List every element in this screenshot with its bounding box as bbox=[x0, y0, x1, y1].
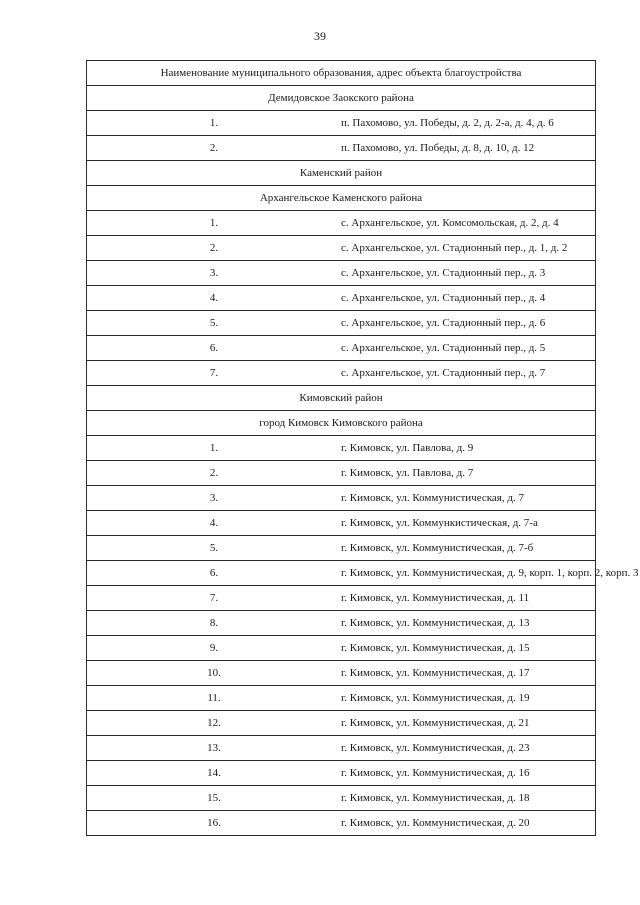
row-number: 2. bbox=[87, 236, 342, 261]
row-number: 4. bbox=[87, 511, 342, 536]
row-number: 2. bbox=[87, 461, 342, 486]
section-row bbox=[87, 161, 596, 186]
row-address: с. Архангельское, ул. Стадионный пер., д. 7 bbox=[341, 361, 596, 386]
row-address: с. Архангельское, ул. Стадионный пер., д. 3 bbox=[341, 261, 596, 286]
row-address: г. Кимовск, ул. Коммунистическая, д. 15 bbox=[341, 636, 596, 661]
row-address: г. Кимовск, ул. Коммунистическая, д. 17 bbox=[341, 661, 596, 686]
row-number: 3. bbox=[87, 261, 342, 286]
table-row bbox=[87, 661, 596, 686]
row-address: г. Кимовск, ул. Коммунистическая, д. 9, корп. 1, корп. 2, корп. 3 bbox=[341, 561, 596, 586]
row-address: с. Архангельское, ул. Комсомольская, д. 2, д. 4 bbox=[341, 211, 596, 236]
section-title: Архангельское Каменского района bbox=[87, 186, 596, 211]
table-header-row bbox=[87, 61, 596, 86]
row-number: 16. bbox=[87, 811, 342, 836]
section-row bbox=[87, 386, 596, 411]
section-title: Демидовское Заокского района bbox=[87, 86, 596, 111]
table-row bbox=[87, 436, 596, 461]
row-number: 7. bbox=[87, 361, 342, 386]
row-number: 6. bbox=[87, 561, 342, 586]
row-number: 9. bbox=[87, 636, 342, 661]
row-number: 12. bbox=[87, 711, 342, 736]
table-row bbox=[87, 761, 596, 786]
row-address: г. Кимовск, ул. Коммунистическая, д. 23 bbox=[341, 736, 596, 761]
row-address: с. Архангельское, ул. Стадионный пер., д. 1, д. 2 bbox=[341, 236, 596, 261]
table-row bbox=[87, 686, 596, 711]
row-address: г. Кимовск, ул. Коммункистическая, д. 7-а bbox=[341, 511, 596, 536]
row-number: 5. bbox=[87, 536, 342, 561]
row-number: 7. bbox=[87, 586, 342, 611]
row-number: 8. bbox=[87, 611, 342, 636]
table-row bbox=[87, 211, 596, 236]
table-row bbox=[87, 511, 596, 536]
row-number: 10. bbox=[87, 661, 342, 686]
row-address: п. Пахомово, ул. Победы, д. 8, д. 10, д. 12 bbox=[341, 136, 596, 161]
row-number: 6. bbox=[87, 336, 342, 361]
row-address: г. Кимовск, ул. Коммунистическая, д. 21 bbox=[341, 711, 596, 736]
row-address: г. Кимовск, ул. Коммунистическая, д. 13 bbox=[341, 611, 596, 636]
row-number: 5. bbox=[87, 311, 342, 336]
table-row bbox=[87, 536, 596, 561]
table-row bbox=[87, 636, 596, 661]
section-row bbox=[87, 86, 596, 111]
address-table bbox=[86, 60, 639, 836]
row-number: 11. bbox=[87, 686, 342, 711]
section-row bbox=[87, 411, 596, 436]
table-row bbox=[87, 236, 596, 261]
section-title: город Кимовск Кимовского района bbox=[87, 411, 596, 436]
row-number: 14. bbox=[87, 761, 342, 786]
row-number: 1. bbox=[87, 436, 342, 461]
table-row bbox=[87, 261, 596, 286]
table-row bbox=[87, 336, 596, 361]
table-row bbox=[87, 311, 596, 336]
table-row bbox=[87, 586, 596, 611]
table-row bbox=[87, 286, 596, 311]
section-row bbox=[87, 186, 596, 211]
row-number: 2. bbox=[87, 136, 342, 161]
page-number: 39 bbox=[314, 29, 326, 43]
row-number: 1. bbox=[87, 211, 342, 236]
row-address: г. Кимовск, ул. Коммунистическая, д. 20 bbox=[341, 811, 596, 836]
row-address: г. Кимовск, ул. Коммунистическая, д. 18 bbox=[341, 786, 596, 811]
row-address: г. Кимовск, ул. Коммунистическая, д. 11 bbox=[341, 586, 596, 611]
table-row bbox=[87, 361, 596, 386]
row-number: 15. bbox=[87, 786, 342, 811]
row-address: с. Архангельское, ул. Стадионный пер., д. 4 bbox=[341, 286, 596, 311]
table-row bbox=[87, 611, 596, 636]
section-title: Кимовский район bbox=[87, 386, 596, 411]
table-row bbox=[87, 461, 596, 486]
table-row bbox=[87, 711, 596, 736]
table-row bbox=[87, 811, 596, 836]
row-number: 3. bbox=[87, 486, 342, 511]
table-row bbox=[87, 136, 596, 161]
table-header: Наименование муниципального образования, адрес объекта благоустройства bbox=[87, 61, 596, 86]
row-address: г. Кимовск, ул. Коммунистическая, д. 7-б bbox=[341, 536, 596, 561]
table-row bbox=[87, 111, 596, 136]
row-number: 13. bbox=[87, 736, 342, 761]
row-address: г. Кимовск, ул. Павлова, д. 7 bbox=[341, 461, 596, 486]
table-row bbox=[87, 486, 596, 511]
row-address: г. Кимовск, ул. Коммунистическая, д. 7 bbox=[341, 486, 596, 511]
row-address: г. Кимовск, ул. Павлова, д. 9 bbox=[341, 436, 596, 461]
row-address: п. Пахомово, ул. Победы, д. 2, д. 2-а, д. 4, д. 6 bbox=[341, 111, 596, 136]
row-number: 1. bbox=[87, 111, 342, 136]
row-address: г. Кимовск, ул. Коммунистическая, д. 19 bbox=[341, 686, 596, 711]
row-number: 4. bbox=[87, 286, 342, 311]
row-address: с. Архангельское, ул. Стадионный пер., д. 5 bbox=[341, 336, 596, 361]
table-row bbox=[87, 561, 596, 586]
table-row bbox=[87, 786, 596, 811]
address-table-body bbox=[87, 61, 639, 836]
section-title: Каменский район bbox=[87, 161, 596, 186]
row-address: г. Кимовск, ул. Коммунистическая, д. 16 bbox=[341, 761, 596, 786]
table-row bbox=[87, 736, 596, 761]
row-address: с. Архангельское, ул. Стадионный пер., д. 6 bbox=[341, 311, 596, 336]
